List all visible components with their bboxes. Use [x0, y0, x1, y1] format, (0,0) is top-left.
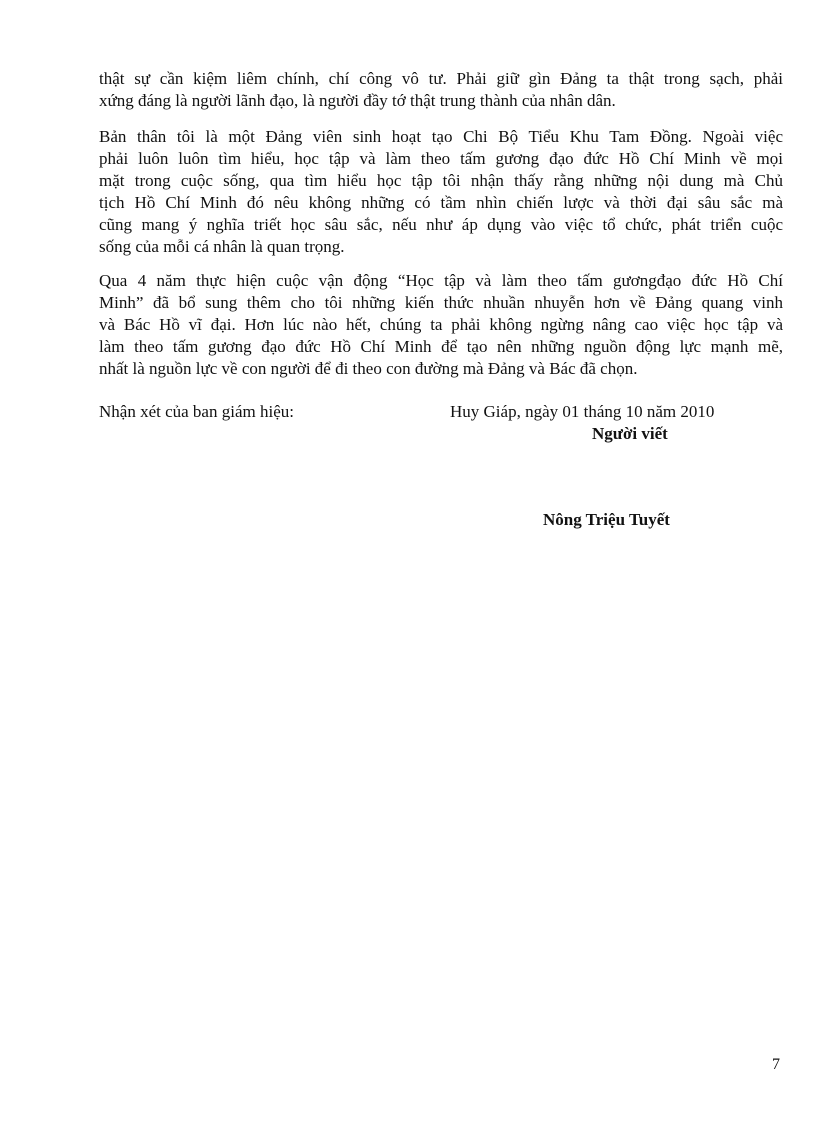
paragraph-line: phải luôn luôn tìm hiểu, học tập và làm theo tấm gương đạo đức Hồ Chí Minh về mọi	[99, 149, 783, 168]
paragraph-line: làm theo tấm gương đạo đức Hồ Chí Minh để tạo nên những nguồn động lực mạnh mẽ,	[99, 337, 783, 356]
paragraph-line: thật sự cần kiệm liêm chính, chí công vô tư. Phải giữ gìn Đảng ta thật trong sạch, phải	[99, 69, 783, 88]
paragraph-line: Bản thân tôi là một Đảng viên sinh hoạt tạo Chi Bộ Tiểu Khu Tam Đồng. Ngoài việc	[99, 127, 783, 146]
paragraph-2	[99, 126, 783, 258]
page-number: 7	[772, 1056, 780, 1073]
paragraph-3	[99, 270, 783, 380]
remark-label: Nhận xét của ban giám hiệu:	[99, 402, 294, 421]
paragraph-line: và Bác Hồ vĩ đại. Hơn lúc nào hết, chúng ta phải không ngừng nâng cao việc học tập và	[99, 315, 783, 334]
paragraph-line: sống của mỗi cá nhân là quan trọng.	[99, 237, 345, 256]
paragraph-line: cũng mang ý nghĩa triết học sâu sắc, nếu như áp dụng vào việc tổ chức, phát triển cuộc	[99, 215, 783, 234]
place-date: Huy Giáp, ngày 01 tháng 10 năm 2010	[450, 402, 715, 421]
paragraph-line: tịch Hồ Chí Minh đó nêu không những có tầm nhìn chiến lược và thời đại sâu sắc mà	[99, 193, 783, 212]
paragraph-line: nhất là nguồn lực về con người để đi theo con đường mà Đảng và Bác đã chọn.	[99, 359, 638, 378]
writer-label: Người viết	[592, 424, 668, 443]
paragraph-line: mặt trong cuộc sống, qua tìm hiểu học tập tôi nhận thấy rằng những nội dung mà Chủ	[99, 171, 783, 190]
signer-name: Nông Triệu Tuyết	[543, 510, 670, 529]
paragraph-line: Minh” đã bổ sung thêm cho tôi những kiến thức nhuần nhuyễn hơn về Đảng quang vinh	[99, 293, 783, 312]
paragraph-line: Qua 4 năm thực hiện cuộc vận động “Học tập và làm theo tấm gươngđạo đức Hồ Chí	[99, 271, 783, 290]
paragraph-line: xứng đáng là người lãnh đạo, là người đầy tớ thật trung thành của nhân dân.	[99, 91, 616, 110]
paragraph-1	[99, 68, 783, 112]
